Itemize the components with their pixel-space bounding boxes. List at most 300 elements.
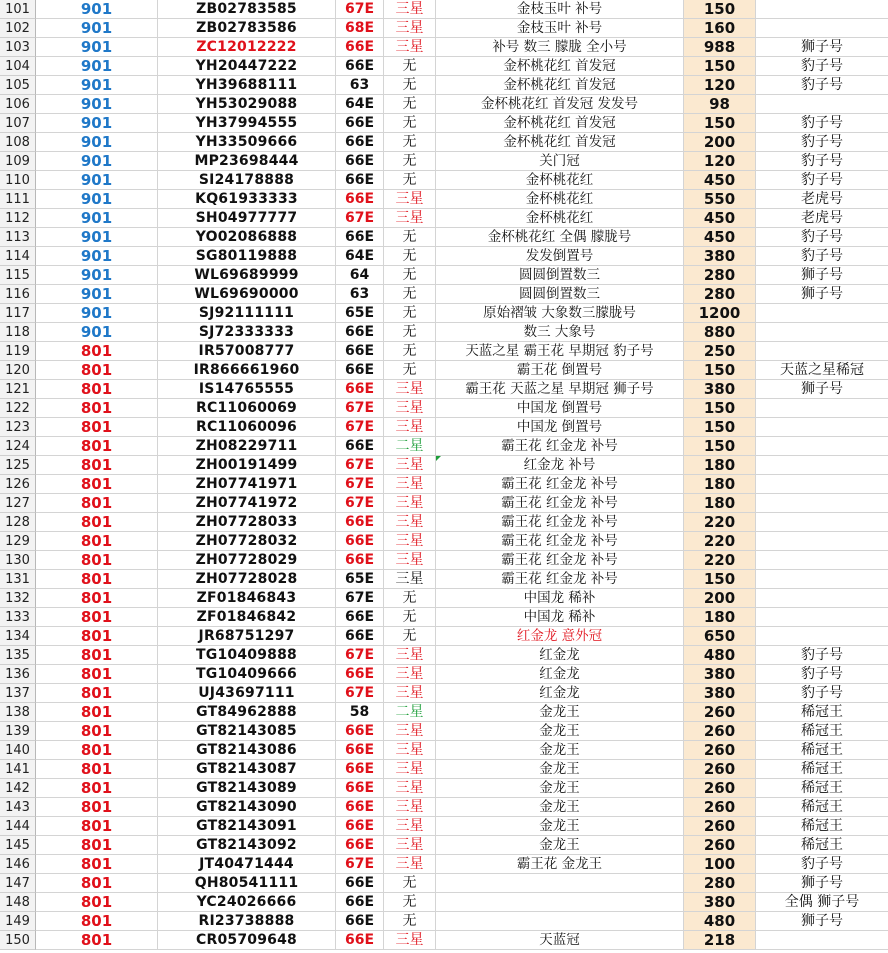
cell-series[interactable]: 801 bbox=[36, 361, 158, 380]
row-header[interactable]: 108 bbox=[0, 133, 36, 152]
cell-description[interactable]: 金龙王 bbox=[436, 703, 684, 722]
cell-description[interactable]: 金杯桃花红 首发冠 bbox=[436, 114, 684, 133]
cell-description[interactable]: 霸王花 红金龙 补号 bbox=[436, 551, 684, 570]
cell-price[interactable]: 180 bbox=[684, 475, 756, 494]
cell-description[interactable]: 霸王花 倒置号 bbox=[436, 361, 684, 380]
cell-serial[interactable]: GT82143089 bbox=[158, 779, 336, 798]
cell-serial[interactable]: ZH07728033 bbox=[158, 513, 336, 532]
cell-star[interactable]: 无 bbox=[384, 323, 436, 342]
cell-tag[interactable] bbox=[756, 323, 888, 342]
row-header[interactable]: 116 bbox=[0, 285, 36, 304]
cell-star[interactable]: 三星 bbox=[384, 741, 436, 760]
cell-description[interactable]: 金枝玉叶 补号 bbox=[436, 19, 684, 38]
row-header[interactable]: 118 bbox=[0, 323, 36, 342]
row-header[interactable]: 127 bbox=[0, 494, 36, 513]
cell-tag[interactable]: 豹子号 bbox=[756, 855, 888, 874]
cell-grade[interactable]: 66E bbox=[336, 817, 384, 836]
cell-tag[interactable]: 稀冠王 bbox=[756, 722, 888, 741]
cell-description[interactable]: 金龙王 bbox=[436, 817, 684, 836]
cell-grade[interactable]: 66E bbox=[336, 893, 384, 912]
cell-series[interactable]: 801 bbox=[36, 760, 158, 779]
row-header[interactable]: 124 bbox=[0, 437, 36, 456]
cell-price[interactable]: 450 bbox=[684, 171, 756, 190]
cell-tag[interactable]: 豹子号 bbox=[756, 228, 888, 247]
cell-serial[interactable]: JT40471444 bbox=[158, 855, 336, 874]
cell-description[interactable]: 金杯桃花红 首发冠 bbox=[436, 133, 684, 152]
cell-price[interactable]: 160 bbox=[684, 19, 756, 38]
cell-star[interactable]: 三星 bbox=[384, 931, 436, 950]
cell-tag[interactable]: 狮子号 bbox=[756, 380, 888, 399]
cell-price[interactable]: 98 bbox=[684, 95, 756, 114]
cell-star[interactable]: 三星 bbox=[384, 418, 436, 437]
cell-description[interactable]: 圆圆倒置数三 bbox=[436, 266, 684, 285]
cell-star[interactable]: 三星 bbox=[384, 38, 436, 57]
row-header[interactable]: 128 bbox=[0, 513, 36, 532]
cell-series[interactable]: 901 bbox=[36, 228, 158, 247]
cell-grade[interactable]: 67E bbox=[336, 646, 384, 665]
cell-star[interactable]: 三星 bbox=[384, 570, 436, 589]
cell-star[interactable]: 三星 bbox=[384, 399, 436, 418]
cell-series[interactable]: 901 bbox=[36, 247, 158, 266]
row-header[interactable]: 107 bbox=[0, 114, 36, 133]
cell-series[interactable]: 801 bbox=[36, 665, 158, 684]
row-header[interactable]: 117 bbox=[0, 304, 36, 323]
cell-price[interactable]: 380 bbox=[684, 893, 756, 912]
row-header[interactable]: 129 bbox=[0, 532, 36, 551]
cell-tag[interactable] bbox=[756, 494, 888, 513]
cell-star[interactable]: 三星 bbox=[384, 0, 436, 19]
cell-serial[interactable]: SJ72333333 bbox=[158, 323, 336, 342]
cell-series[interactable]: 801 bbox=[36, 741, 158, 760]
cell-description[interactable]: 中国龙 稀补 bbox=[436, 589, 684, 608]
cell-grade[interactable]: 66E bbox=[336, 741, 384, 760]
cell-price[interactable]: 650 bbox=[684, 627, 756, 646]
cell-description[interactable] bbox=[436, 893, 684, 912]
cell-series[interactable]: 801 bbox=[36, 608, 158, 627]
cell-star[interactable]: 无 bbox=[384, 285, 436, 304]
cell-grade[interactable]: 66E bbox=[336, 532, 384, 551]
cell-star[interactable]: 无 bbox=[384, 893, 436, 912]
cell-description[interactable]: 金龙王 bbox=[436, 798, 684, 817]
cell-star[interactable]: 三星 bbox=[384, 513, 436, 532]
cell-description[interactable]: 红金龙 bbox=[436, 684, 684, 703]
cell-grade[interactable]: 66E bbox=[336, 152, 384, 171]
cell-grade[interactable]: 66E bbox=[336, 323, 384, 342]
cell-price[interactable]: 150 bbox=[684, 437, 756, 456]
cell-serial[interactable]: TG10409666 bbox=[158, 665, 336, 684]
row-header[interactable]: 111 bbox=[0, 190, 36, 209]
cell-serial[interactable]: ZH07728032 bbox=[158, 532, 336, 551]
cell-tag[interactable]: 稀冠王 bbox=[756, 798, 888, 817]
row-header[interactable]: 139 bbox=[0, 722, 36, 741]
cell-description[interactable]: 霸王花 天蓝之星 早期冠 狮子号 bbox=[436, 380, 684, 399]
cell-price[interactable]: 100 bbox=[684, 855, 756, 874]
row-header[interactable]: 131 bbox=[0, 570, 36, 589]
row-header[interactable]: 150 bbox=[0, 931, 36, 950]
cell-star[interactable]: 三星 bbox=[384, 456, 436, 475]
row-header[interactable]: 101 bbox=[0, 0, 36, 19]
cell-tag[interactable]: 稀冠王 bbox=[756, 760, 888, 779]
cell-tag[interactable] bbox=[756, 608, 888, 627]
cell-tag[interactable]: 豹子号 bbox=[756, 247, 888, 266]
cell-serial[interactable]: YC24026666 bbox=[158, 893, 336, 912]
cell-price[interactable]: 150 bbox=[684, 399, 756, 418]
cell-description[interactable]: 补号 数三 朦胧 全小号 bbox=[436, 38, 684, 57]
row-header[interactable]: 105 bbox=[0, 76, 36, 95]
cell-series[interactable]: 801 bbox=[36, 684, 158, 703]
row-header[interactable]: 140 bbox=[0, 741, 36, 760]
cell-star[interactable]: 三星 bbox=[384, 380, 436, 399]
cell-star[interactable]: 无 bbox=[384, 266, 436, 285]
cell-star[interactable]: 无 bbox=[384, 627, 436, 646]
cell-grade[interactable]: 67E bbox=[336, 209, 384, 228]
cell-price[interactable]: 220 bbox=[684, 551, 756, 570]
cell-tag[interactable]: 豹子号 bbox=[756, 171, 888, 190]
cell-price[interactable]: 180 bbox=[684, 456, 756, 475]
cell-tag[interactable]: 稀冠王 bbox=[756, 703, 888, 722]
cell-grade[interactable]: 64E bbox=[336, 247, 384, 266]
cell-star[interactable]: 三星 bbox=[384, 532, 436, 551]
cell-series[interactable]: 801 bbox=[36, 798, 158, 817]
cell-price[interactable]: 260 bbox=[684, 798, 756, 817]
cell-description[interactable]: 金枝玉叶 补号 bbox=[436, 0, 684, 19]
cell-tag[interactable]: 稀冠王 bbox=[756, 817, 888, 836]
cell-description[interactable]: 金龙王 bbox=[436, 760, 684, 779]
cell-grade[interactable]: 64E bbox=[336, 95, 384, 114]
cell-tag[interactable] bbox=[756, 19, 888, 38]
cell-star[interactable]: 三星 bbox=[384, 190, 436, 209]
cell-price[interactable]: 260 bbox=[684, 779, 756, 798]
cell-price[interactable]: 380 bbox=[684, 684, 756, 703]
cell-grade[interactable]: 66E bbox=[336, 665, 384, 684]
cell-price[interactable]: 380 bbox=[684, 380, 756, 399]
cell-star[interactable]: 三星 bbox=[384, 760, 436, 779]
cell-tag[interactable]: 狮子号 bbox=[756, 912, 888, 931]
cell-grade[interactable]: 66E bbox=[336, 608, 384, 627]
cell-star[interactable]: 三星 bbox=[384, 836, 436, 855]
row-header[interactable]: 113 bbox=[0, 228, 36, 247]
row-header[interactable]: 106 bbox=[0, 95, 36, 114]
cell-price[interactable]: 480 bbox=[684, 912, 756, 931]
cell-description[interactable]: 霸王花 金龙王 bbox=[436, 855, 684, 874]
cell-star[interactable]: 三星 bbox=[384, 209, 436, 228]
cell-description[interactable]: 金杯桃花红 bbox=[436, 171, 684, 190]
row-header[interactable]: 134 bbox=[0, 627, 36, 646]
cell-grade[interactable]: 66E bbox=[336, 380, 384, 399]
cell-star[interactable]: 无 bbox=[384, 589, 436, 608]
cell-serial[interactable]: CR05709648 bbox=[158, 931, 336, 950]
cell-grade[interactable]: 67E bbox=[336, 684, 384, 703]
cell-serial[interactable]: JR68751297 bbox=[158, 627, 336, 646]
cell-price[interactable]: 280 bbox=[684, 874, 756, 893]
cell-serial[interactable]: ZH07728028 bbox=[158, 570, 336, 589]
cell-price[interactable]: 260 bbox=[684, 722, 756, 741]
cell-serial[interactable]: ZC12012222 bbox=[158, 38, 336, 57]
row-header[interactable]: 126 bbox=[0, 475, 36, 494]
cell-grade[interactable]: 67E bbox=[336, 418, 384, 437]
cell-tag[interactable]: 豹子号 bbox=[756, 646, 888, 665]
cell-price[interactable]: 220 bbox=[684, 513, 756, 532]
cell-tag[interactable] bbox=[756, 589, 888, 608]
row-header[interactable]: 142 bbox=[0, 779, 36, 798]
cell-description[interactable]: 金杯桃花红 全偶 朦胧号 bbox=[436, 228, 684, 247]
cell-star[interactable]: 无 bbox=[384, 361, 436, 380]
cell-tag[interactable]: 豹子号 bbox=[756, 114, 888, 133]
cell-star[interactable]: 二星 bbox=[384, 703, 436, 722]
cell-grade[interactable]: 66E bbox=[336, 361, 384, 380]
row-header[interactable]: 143 bbox=[0, 798, 36, 817]
cell-serial[interactable]: RI23738888 bbox=[158, 912, 336, 931]
cell-grade[interactable]: 66E bbox=[336, 798, 384, 817]
cell-star[interactable]: 无 bbox=[384, 57, 436, 76]
cell-series[interactable]: 801 bbox=[36, 589, 158, 608]
cell-series[interactable]: 801 bbox=[36, 418, 158, 437]
cell-star[interactable]: 无 bbox=[384, 874, 436, 893]
cell-tag[interactable]: 豹子号 bbox=[756, 152, 888, 171]
cell-series[interactable]: 801 bbox=[36, 494, 158, 513]
cell-series[interactable]: 801 bbox=[36, 646, 158, 665]
cell-description[interactable]: 金龙王 bbox=[436, 741, 684, 760]
cell-serial[interactable]: GT82143090 bbox=[158, 798, 336, 817]
cell-star[interactable]: 三星 bbox=[384, 779, 436, 798]
cell-series[interactable]: 801 bbox=[36, 874, 158, 893]
cell-serial[interactable]: YH53029088 bbox=[158, 95, 336, 114]
cell-series[interactable]: 801 bbox=[36, 456, 158, 475]
cell-description[interactable]: 金杯桃花红 首发冠 bbox=[436, 76, 684, 95]
cell-description[interactable]: 圆圆倒置数三 bbox=[436, 285, 684, 304]
cell-description[interactable]: 红金龙 bbox=[436, 646, 684, 665]
cell-description[interactable]: 金杯桃花红 首发冠 bbox=[436, 57, 684, 76]
cell-grade[interactable]: 67E bbox=[336, 589, 384, 608]
row-header[interactable]: 144 bbox=[0, 817, 36, 836]
row-header[interactable]: 137 bbox=[0, 684, 36, 703]
cell-series[interactable]: 901 bbox=[36, 171, 158, 190]
cell-serial[interactable]: YH20447222 bbox=[158, 57, 336, 76]
cell-grade[interactable]: 67E bbox=[336, 456, 384, 475]
cell-serial[interactable]: ZF01846842 bbox=[158, 608, 336, 627]
cell-tag[interactable]: 稀冠王 bbox=[756, 836, 888, 855]
cell-grade[interactable]: 66E bbox=[336, 760, 384, 779]
cell-series[interactable]: 901 bbox=[36, 38, 158, 57]
row-header[interactable]: 146 bbox=[0, 855, 36, 874]
cell-description[interactable]: 发发倒置号 bbox=[436, 247, 684, 266]
cell-grade[interactable]: 66E bbox=[336, 627, 384, 646]
cell-tag[interactable]: 豹子号 bbox=[756, 133, 888, 152]
row-header[interactable]: 119 bbox=[0, 342, 36, 361]
cell-tag[interactable]: 豹子号 bbox=[756, 665, 888, 684]
cell-grade[interactable]: 66E bbox=[336, 912, 384, 931]
cell-description[interactable]: 红金龙 bbox=[436, 665, 684, 684]
cell-star[interactable]: 无 bbox=[384, 247, 436, 266]
cell-grade[interactable]: 66E bbox=[336, 38, 384, 57]
row-header[interactable]: 147 bbox=[0, 874, 36, 893]
cell-series[interactable]: 901 bbox=[36, 76, 158, 95]
row-header[interactable]: 132 bbox=[0, 589, 36, 608]
row-header[interactable]: 130 bbox=[0, 551, 36, 570]
cell-grade[interactable]: 66E bbox=[336, 513, 384, 532]
cell-price[interactable]: 150 bbox=[684, 418, 756, 437]
cell-grade[interactable]: 66E bbox=[336, 437, 384, 456]
cell-grade[interactable]: 66E bbox=[336, 228, 384, 247]
cell-grade[interactable]: 66E bbox=[336, 836, 384, 855]
cell-grade[interactable]: 64 bbox=[336, 266, 384, 285]
cell-grade[interactable]: 66E bbox=[336, 114, 384, 133]
cell-price[interactable]: 550 bbox=[684, 190, 756, 209]
cell-tag[interactable] bbox=[756, 456, 888, 475]
row-header[interactable]: 145 bbox=[0, 836, 36, 855]
cell-tag[interactable] bbox=[756, 532, 888, 551]
cell-description[interactable]: 金龙王 bbox=[436, 722, 684, 741]
cell-serial[interactable]: ZB02783585 bbox=[158, 0, 336, 19]
cell-star[interactable]: 无 bbox=[384, 171, 436, 190]
cell-series[interactable]: 801 bbox=[36, 570, 158, 589]
cell-price[interactable]: 150 bbox=[684, 361, 756, 380]
cell-price[interactable]: 150 bbox=[684, 57, 756, 76]
cell-price[interactable]: 260 bbox=[684, 760, 756, 779]
cell-serial[interactable]: WL69689999 bbox=[158, 266, 336, 285]
cell-price[interactable]: 260 bbox=[684, 741, 756, 760]
cell-serial[interactable]: MP23698444 bbox=[158, 152, 336, 171]
cell-price[interactable]: 120 bbox=[684, 152, 756, 171]
cell-serial[interactable]: ZH07728029 bbox=[158, 551, 336, 570]
cell-serial[interactable]: KQ61933333 bbox=[158, 190, 336, 209]
row-header[interactable]: 110 bbox=[0, 171, 36, 190]
cell-serial[interactable]: RC11060096 bbox=[158, 418, 336, 437]
cell-price[interactable]: 988 bbox=[684, 38, 756, 57]
cell-grade[interactable]: 66E bbox=[336, 342, 384, 361]
cell-star[interactable]: 二星 bbox=[384, 437, 436, 456]
cell-grade[interactable]: 68E bbox=[336, 19, 384, 38]
cell-series[interactable]: 801 bbox=[36, 931, 158, 950]
cell-star[interactable]: 无 bbox=[384, 152, 436, 171]
cell-price[interactable]: 450 bbox=[684, 228, 756, 247]
cell-series[interactable]: 901 bbox=[36, 152, 158, 171]
cell-grade[interactable]: 63 bbox=[336, 76, 384, 95]
cell-grade[interactable]: 58 bbox=[336, 703, 384, 722]
cell-grade[interactable]: 67E bbox=[336, 475, 384, 494]
cell-series[interactable]: 901 bbox=[36, 323, 158, 342]
cell-series[interactable]: 801 bbox=[36, 703, 158, 722]
cell-serial[interactable]: YH39688111 bbox=[158, 76, 336, 95]
cell-serial[interactable]: ZH00191499 bbox=[158, 456, 336, 475]
cell-price[interactable]: 380 bbox=[684, 247, 756, 266]
cell-price[interactable]: 260 bbox=[684, 703, 756, 722]
cell-tag[interactable]: 狮子号 bbox=[756, 874, 888, 893]
cell-tag[interactable] bbox=[756, 551, 888, 570]
cell-star[interactable]: 无 bbox=[384, 912, 436, 931]
cell-star[interactable]: 无 bbox=[384, 114, 436, 133]
cell-grade[interactable]: 65E bbox=[336, 304, 384, 323]
cell-series[interactable]: 801 bbox=[36, 342, 158, 361]
cell-series[interactable]: 801 bbox=[36, 475, 158, 494]
cell-price[interactable]: 200 bbox=[684, 133, 756, 152]
cell-price[interactable]: 120 bbox=[684, 76, 756, 95]
row-header[interactable]: 122 bbox=[0, 399, 36, 418]
row-header[interactable]: 149 bbox=[0, 912, 36, 931]
row-header[interactable]: 112 bbox=[0, 209, 36, 228]
cell-series[interactable]: 901 bbox=[36, 266, 158, 285]
cell-series[interactable]: 901 bbox=[36, 57, 158, 76]
cell-serial[interactable]: SG80119888 bbox=[158, 247, 336, 266]
cell-tag[interactable]: 老虎号 bbox=[756, 190, 888, 209]
cell-serial[interactable]: ZH07741971 bbox=[158, 475, 336, 494]
cell-series[interactable]: 801 bbox=[36, 855, 158, 874]
cell-description[interactable]: 霸王花 红金龙 补号 bbox=[436, 494, 684, 513]
cell-grade[interactable]: 65E bbox=[336, 570, 384, 589]
cell-serial[interactable]: YH37994555 bbox=[158, 114, 336, 133]
cell-serial[interactable]: SJ92111111 bbox=[158, 304, 336, 323]
cell-price[interactable]: 250 bbox=[684, 342, 756, 361]
cell-description[interactable]: 天蓝冠 bbox=[436, 931, 684, 950]
row-header[interactable]: 104 bbox=[0, 57, 36, 76]
cell-description[interactable]: 数三 大象号 bbox=[436, 323, 684, 342]
cell-series[interactable]: 801 bbox=[36, 399, 158, 418]
cell-serial[interactable]: QH80541111 bbox=[158, 874, 336, 893]
cell-description[interactable]: 红金龙 意外冠 bbox=[436, 627, 684, 646]
cell-price[interactable]: 150 bbox=[684, 0, 756, 19]
cell-tag[interactable] bbox=[756, 437, 888, 456]
cell-star[interactable]: 无 bbox=[384, 608, 436, 627]
cell-star[interactable]: 三星 bbox=[384, 684, 436, 703]
cell-tag[interactable] bbox=[756, 342, 888, 361]
cell-series[interactable]: 901 bbox=[36, 95, 158, 114]
row-header[interactable]: 135 bbox=[0, 646, 36, 665]
cell-description[interactable]: 霸王花 红金龙 补号 bbox=[436, 532, 684, 551]
cell-serial[interactable]: WL69690000 bbox=[158, 285, 336, 304]
cell-description[interactable]: 原始褶皱 大象数三朦胧号 bbox=[436, 304, 684, 323]
cell-star[interactable]: 三星 bbox=[384, 19, 436, 38]
cell-serial[interactable]: YH33509666 bbox=[158, 133, 336, 152]
cell-star[interactable]: 三星 bbox=[384, 817, 436, 836]
cell-series[interactable]: 901 bbox=[36, 190, 158, 209]
row-header[interactable]: 136 bbox=[0, 665, 36, 684]
cell-price[interactable]: 180 bbox=[684, 608, 756, 627]
cell-series[interactable]: 901 bbox=[36, 285, 158, 304]
cell-series[interactable]: 901 bbox=[36, 0, 158, 19]
cell-price[interactable]: 200 bbox=[684, 589, 756, 608]
cell-star[interactable]: 三星 bbox=[384, 855, 436, 874]
cell-series[interactable]: 801 bbox=[36, 779, 158, 798]
cell-tag[interactable] bbox=[756, 931, 888, 950]
cell-tag[interactable]: 豹子号 bbox=[756, 76, 888, 95]
cell-serial[interactable]: ZH07741972 bbox=[158, 494, 336, 513]
cell-grade[interactable]: 66E bbox=[336, 551, 384, 570]
row-header[interactable]: 123 bbox=[0, 418, 36, 437]
cell-tag[interactable] bbox=[756, 0, 888, 19]
cell-grade[interactable]: 67E bbox=[336, 494, 384, 513]
cell-description[interactable]: 金龙王 bbox=[436, 779, 684, 798]
row-header[interactable]: 133 bbox=[0, 608, 36, 627]
cell-series[interactable]: 801 bbox=[36, 893, 158, 912]
cell-grade[interactable]: 66E bbox=[336, 931, 384, 950]
row-header[interactable]: 121 bbox=[0, 380, 36, 399]
cell-grade[interactable]: 67E bbox=[336, 855, 384, 874]
cell-serial[interactable]: RC11060069 bbox=[158, 399, 336, 418]
row-header[interactable]: 115 bbox=[0, 266, 36, 285]
cell-tag[interactable] bbox=[756, 475, 888, 494]
cell-series[interactable]: 901 bbox=[36, 304, 158, 323]
cell-grade[interactable]: 63 bbox=[336, 285, 384, 304]
cell-price[interactable]: 280 bbox=[684, 266, 756, 285]
cell-star[interactable]: 无 bbox=[384, 342, 436, 361]
cell-description[interactable]: 霸王花 红金龙 补号 bbox=[436, 437, 684, 456]
cell-grade[interactable]: 66E bbox=[336, 171, 384, 190]
cell-description[interactable]: 天蓝之星 霸王花 早期冠 豹子号 bbox=[436, 342, 684, 361]
cell-serial[interactable]: GT82143091 bbox=[158, 817, 336, 836]
cell-star[interactable]: 无 bbox=[384, 228, 436, 247]
cell-price[interactable]: 280 bbox=[684, 285, 756, 304]
cell-star[interactable]: 三星 bbox=[384, 475, 436, 494]
